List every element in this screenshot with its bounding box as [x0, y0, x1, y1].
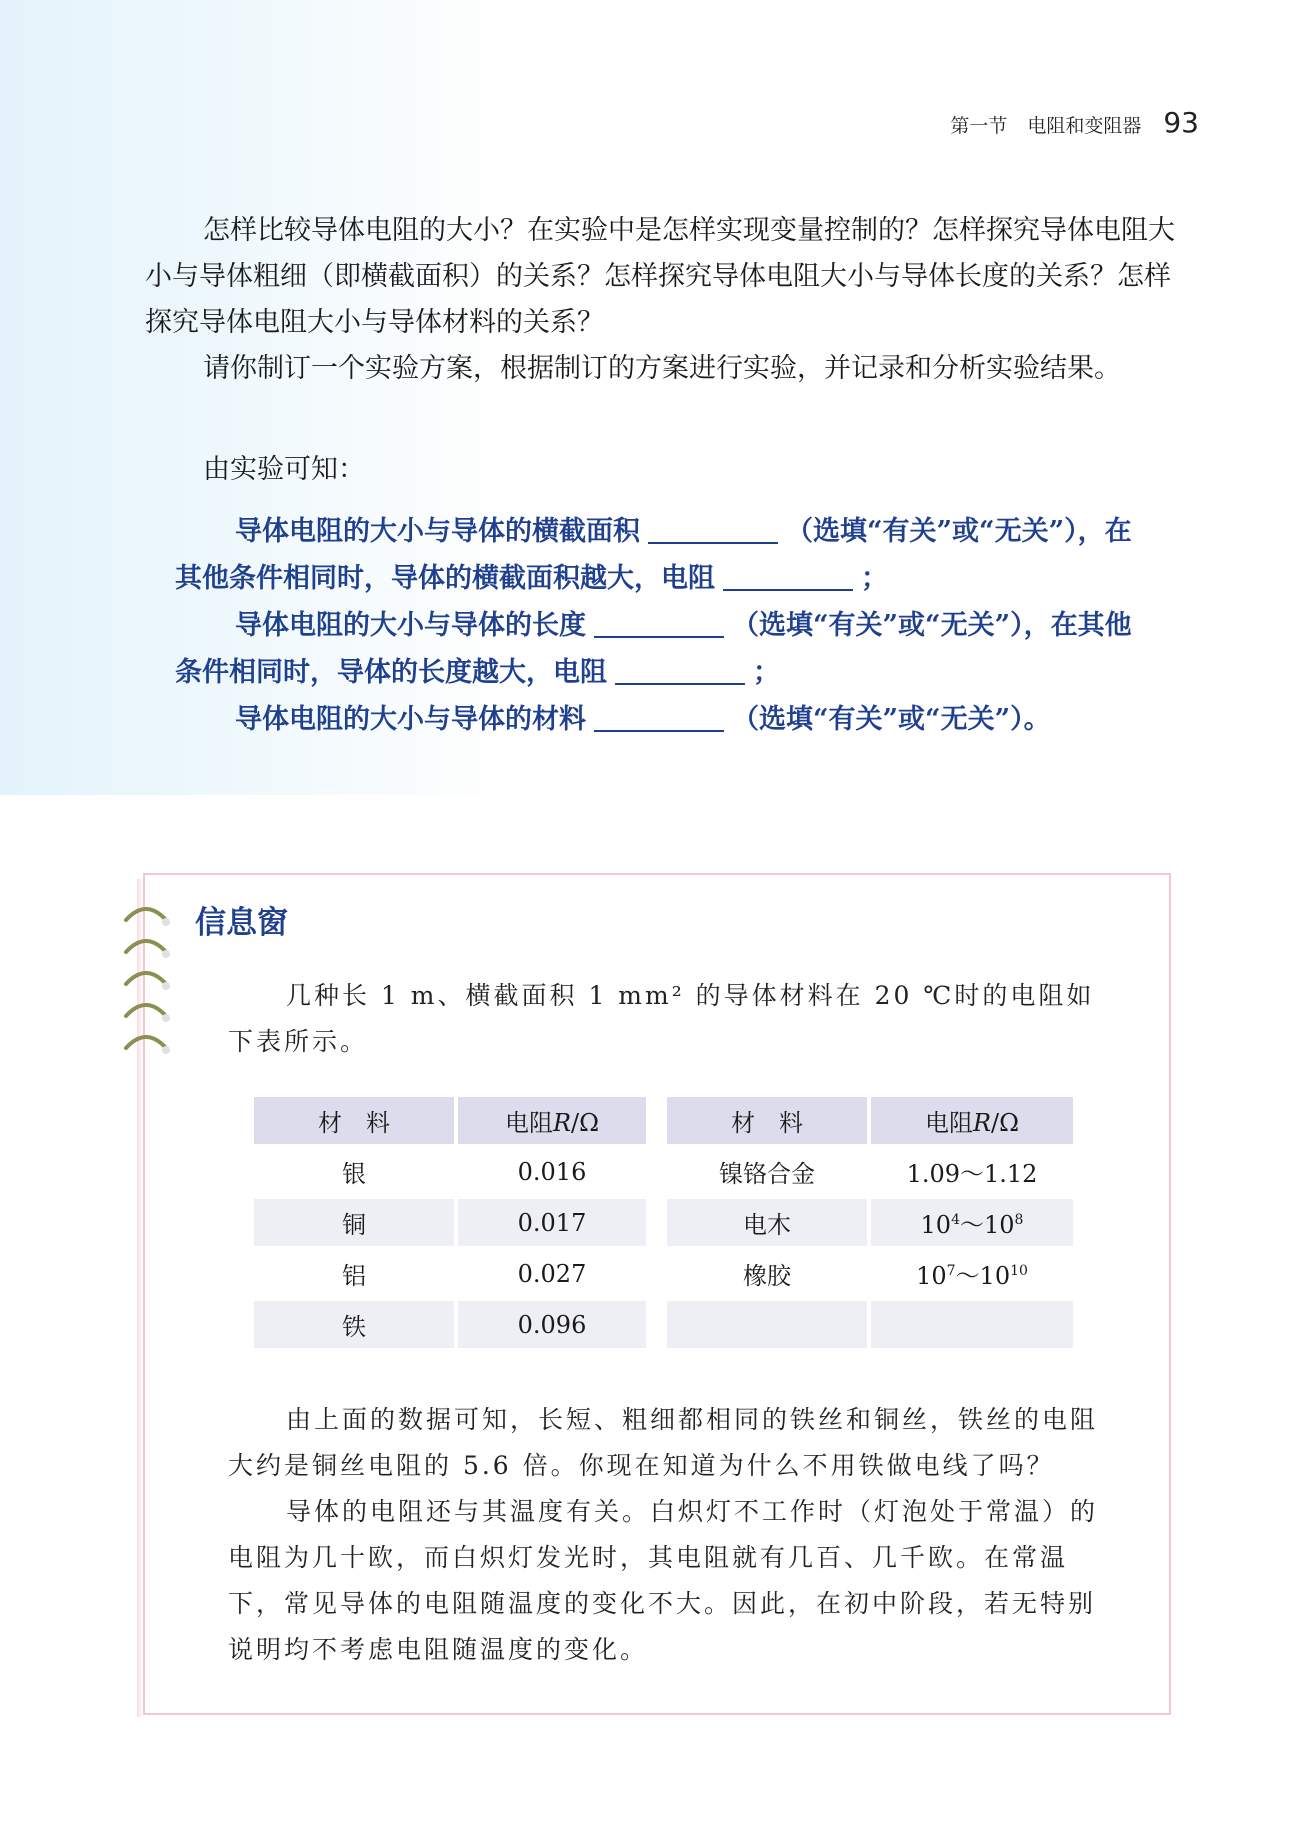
section-title: 电阻和变阻器 — [1027, 115, 1142, 137]
table-row — [667, 1301, 1073, 1348]
page-number: 93 — [1163, 106, 1199, 139]
table-row — [254, 1148, 646, 1195]
conclusion-1-text-a: 导体电阻的大小与导体的横截面积 — [235, 516, 640, 547]
info-intro-block — [228, 973, 1108, 1065]
value-cell-empty — [871, 1301, 1073, 1348]
conclusion-1-text-b: （选填“有关”或“无关”），在其他条件相同时，导体的横截面积越大，电阻 — [175, 516, 1132, 594]
table-header-row — [254, 1097, 646, 1144]
blank-5[interactable] — [594, 700, 724, 732]
table-row — [254, 1301, 646, 1348]
table-header-row — [667, 1097, 1073, 1144]
conclusion-intro: 由实验可知： — [203, 454, 365, 485]
value-cell: $10^7\sim 10^{10}$ — [916, 1262, 1028, 1290]
value-cell: 0.027 — [517, 1259, 587, 1288]
material-cell: 银 — [342, 1160, 366, 1188]
conclusion-intro-block — [145, 447, 1175, 493]
value-cell: 0.096 — [458, 1301, 646, 1348]
conclusion-2-text-c: ； — [753, 657, 780, 688]
blank-4[interactable] — [615, 653, 745, 685]
table-row — [667, 1250, 1073, 1297]
conclusion-1 — [175, 508, 1155, 602]
blank-3[interactable] — [594, 606, 724, 638]
header-resistance: 电阻R/Ω — [871, 1097, 1073, 1144]
value-cell: 0.017 — [458, 1199, 646, 1246]
conclusion-2 — [175, 602, 1155, 696]
header-material: 材 料 — [667, 1097, 867, 1144]
section-label: 第一节 — [950, 115, 1008, 137]
binder-rings-icon — [118, 900, 178, 1070]
material-cell-empty — [667, 1301, 867, 1348]
conclusion-3-text-b: （选填“有关”或“无关”）。 — [732, 704, 1051, 735]
table-row — [254, 1199, 646, 1246]
info-intro: 几种长 1 m、横截面积 1 mm² 的导体材料在 20 ℃时的电阻如下表所示。 — [228, 981, 1095, 1056]
question-paragraph: 怎样比较导体电阻的大小？在实验中是怎样实现变量控制的？怎样探究导体电阻大小与导体粗细（即横截面积）的关系？怎样探究导体电阻大小与导体长度的关系？怎样探究导体电阻大小与导体材料的关系？ — [145, 215, 1175, 338]
value-cell: 0.016 — [517, 1157, 587, 1186]
material-cell: 电木 — [667, 1199, 867, 1246]
material-cell: 铝 — [342, 1262, 366, 1290]
blank-1[interactable] — [648, 512, 778, 544]
info-paragraph-1: 由上面的数据可知，长短、粗细都相同的铁丝和铜丝，铁丝的电阻大约是铜丝电阻的 5.6 倍。你现在知道为什么不用铁做电线了吗？ — [228, 1405, 1099, 1480]
material-cell: 铁 — [254, 1301, 454, 1348]
page-header — [950, 106, 1199, 139]
info-paragraph-2: 导体的电阻还与其温度有关。白炽灯不工作时（灯泡处于常温）的电阻为几十欧，而白炽灯发光时，其电阻就有几百、几千欧。在常温下，常见导体的电阻随温度的变化不大。因此，在初中阶段，若无特别说明均不考虑电阻随温度的变化。 — [228, 1497, 1099, 1664]
info-paragraphs — [228, 1397, 1108, 1673]
conclusion-3 — [175, 696, 1155, 743]
conclusion-2-text-b: （选填“有关”或“无关”），在其他条件相同时，导体的长度越大，电阻 — [175, 610, 1132, 688]
instruction-paragraph: 请你制订一个实验方案，根据制订的方案进行实验，并记录和分析实验结果。 — [203, 353, 1121, 384]
table-row — [667, 1199, 1073, 1246]
blank-2[interactable] — [723, 559, 853, 591]
conclusion-3-text-a: 导体电阻的大小与导体的材料 — [235, 704, 586, 735]
table-row — [254, 1250, 646, 1297]
table-row — [667, 1148, 1073, 1195]
header-material: 材 料 — [254, 1097, 454, 1144]
header-resistance: 电阻R/Ω — [458, 1097, 646, 1144]
value-cell: 1.09～1.12 — [906, 1160, 1038, 1188]
conclusion-fill-in — [175, 508, 1155, 743]
conclusion-2-text-a: 导体电阻的大小与导体的长度 — [235, 610, 586, 641]
resistance-table-right — [667, 1093, 1073, 1352]
material-cell: 铜 — [254, 1199, 454, 1246]
conclusion-1-text-c: ； — [861, 563, 888, 594]
question-block — [145, 208, 1175, 392]
info-window-title: 信息窗 — [195, 905, 288, 941]
material-cell: 镍铬合金 — [719, 1160, 815, 1188]
material-cell: 橡胶 — [743, 1262, 791, 1290]
resistance-table-left — [254, 1093, 646, 1352]
value-cell: $10^4\sim 10^8$ — [871, 1199, 1073, 1246]
